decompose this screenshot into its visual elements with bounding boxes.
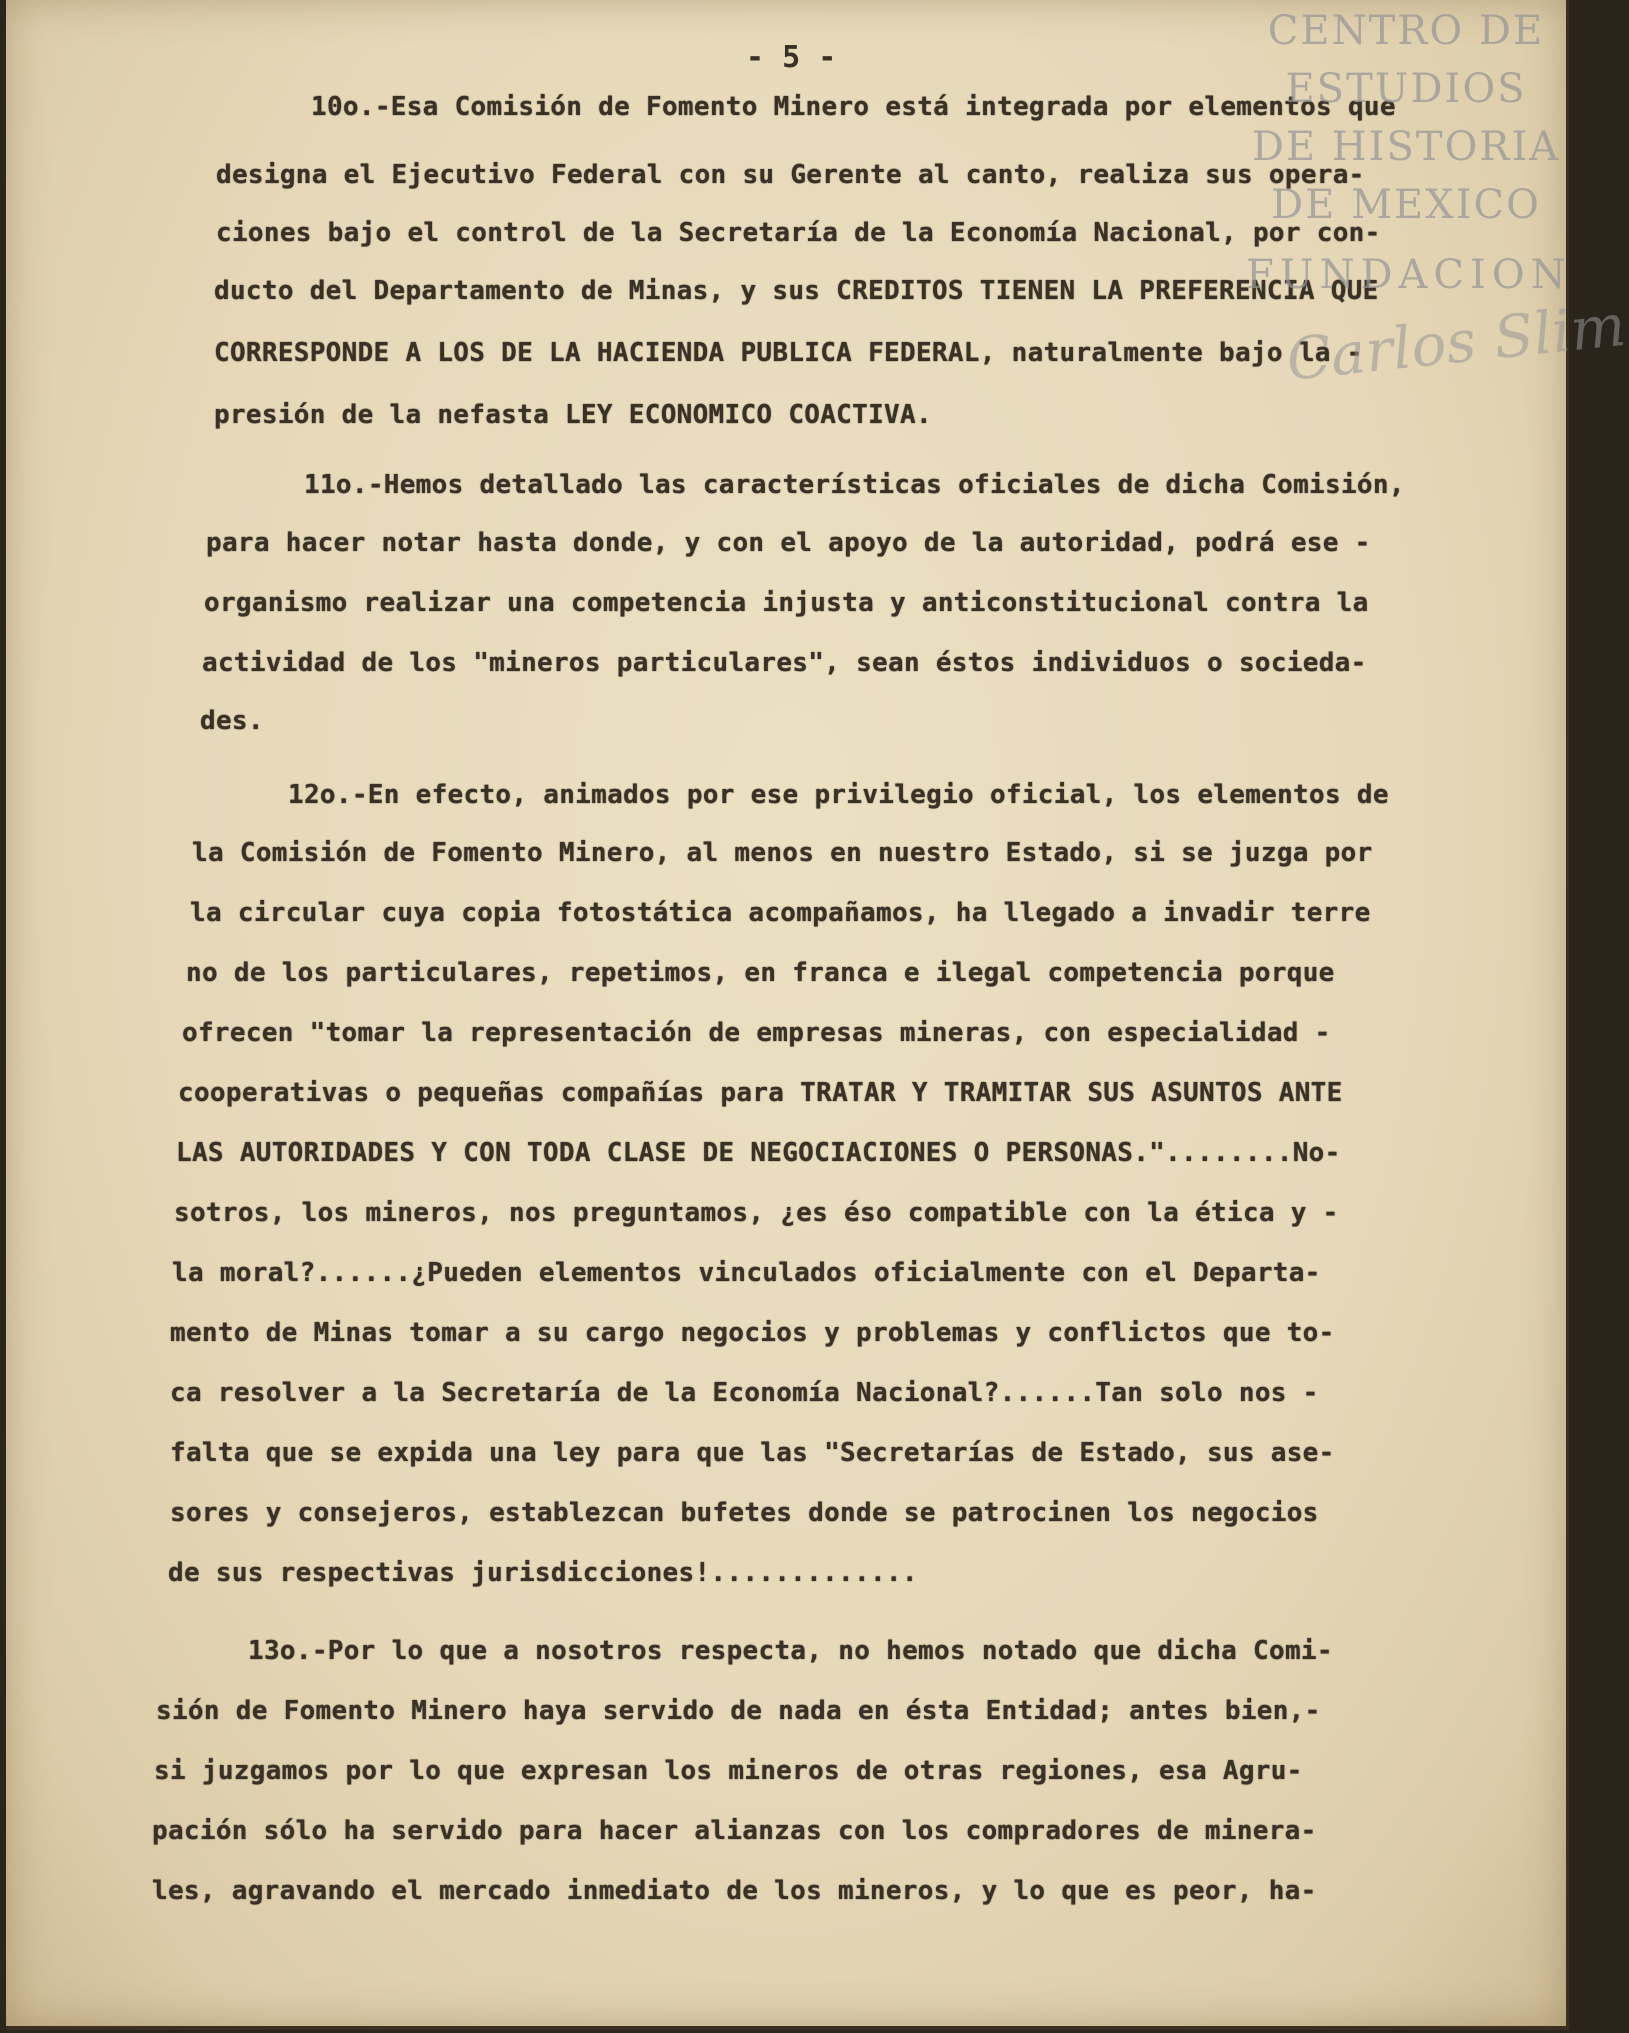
text-line: no de los particulares, repetimos, en franca e ilegal competencia porque <box>186 958 1335 988</box>
text-line: ca resolver a la Secretaría de la Economía Nacional?......Tan solo nos - <box>170 1378 1319 1408</box>
text-line: designa el Ejecutivo Federal con su Gerente al canto, realiza sus opera- <box>216 160 1365 190</box>
text-line: 11o.-Hemos detallado las características oficiales de dicha Comisión, <box>304 470 1405 500</box>
text-line: la Comisión de Fomento Minero, al menos en nuestro Estado, si se juzga por <box>192 838 1373 868</box>
text-line: si juzgamos por lo que expresan los mineros de otras regiones, esa Agru- <box>154 1756 1303 1786</box>
text-line: des. <box>200 706 264 736</box>
text-line: organismo realizar una competencia injusta y anticonstitucional contra la <box>204 588 1369 618</box>
watermark-signature: Carlos Slim <box>1283 290 1629 394</box>
text-line: ducto del Departamento de Minas, y sus CREDITOS TIENEN LA PREFERENCIA QUE <box>214 276 1379 306</box>
text-line: 13o.-Por lo que a nosotros respecta, no hemos notado que dicha Comi- <box>248 1636 1333 1666</box>
text-line: falta que se expida una ley para que las "Secretarías de Estado, sus ase- <box>170 1438 1335 1468</box>
text-line: cooperativas o pequeñas compañías para TRATAR Y TRAMITAR SUS ASUNTOS ANTE <box>178 1078 1343 1108</box>
text-line: 12o.-En efecto, animados por ese privilegio oficial, los elementos de <box>288 780 1389 810</box>
text-line: sión de Fomento Minero haya servido de nada en ésta Entidad; antes bien,- <box>156 1696 1321 1726</box>
watermark-line: DE HISTORIA <box>1251 124 1561 170</box>
text-line: ciones bajo el control de la Secretaría de la Economía Nacional, por con- <box>216 218 1381 248</box>
text-line: les, agravando el mercado inmediato de los mineros, y lo que es peor, ha- <box>152 1876 1317 1906</box>
text-line: actividad de los "mineros particulares", sean éstos individuos o socieda- <box>202 648 1367 678</box>
text-line: la circular cuya copia fotostática acompañamos, ha llegado a invadir terre <box>190 898 1371 928</box>
text-line: presión de la nefasta LEY ECONOMICO COACTIVA. <box>214 400 932 430</box>
text-line: para hacer notar hasta donde, y con el apoyo de la autoridad, podrá ese - <box>206 528 1371 558</box>
text-line: sores y consejeros, establezcan bufetes donde se patrocinen los negocios <box>170 1498 1319 1528</box>
watermark-line: FUNDACION <box>1246 252 1572 298</box>
watermark-line: ESTUDIOS <box>1285 66 1527 112</box>
text-line: mento de Minas tomar a su cargo negocios y problemas y conflictos que to- <box>170 1318 1335 1348</box>
watermark-line: CENTRO DE <box>1267 8 1545 54</box>
text-line: CORRESPONDE A LOS DE LA HACIENDA PUBLICA FEDERAL, naturalmente bajo la - <box>214 338 1363 368</box>
archive-watermark <box>1246 0 1629 420</box>
text-line: ofrecen "tomar la representación de empresas mineras, con especialidad - <box>182 1018 1331 1048</box>
text-line: pación sólo ha servido para hacer alianzas con los compradores de minera- <box>152 1816 1317 1846</box>
paper-sheet <box>6 0 1629 2030</box>
page-number: - 5 - <box>746 40 837 75</box>
text-line: sotros, los mineros, nos preguntamos, ¿es éso compatible con la ética y - <box>174 1198 1339 1228</box>
watermark-line: DE MEXICO <box>1271 182 1541 228</box>
text-line: la moral?......¿Pueden elementos vinculados oficialmente con el Departa- <box>172 1258 1321 1288</box>
text-line: 10o.-Esa Comisión de Fomento Minero está integrada por elementos que <box>311 92 1396 122</box>
text-line: de sus respectivas jurisdicciones!............. <box>168 1558 918 1588</box>
text-line: LAS AUTORIDADES Y CON TODA CLASE DE NEGOCIACIONES O PERSONAS."........No- <box>176 1138 1341 1168</box>
